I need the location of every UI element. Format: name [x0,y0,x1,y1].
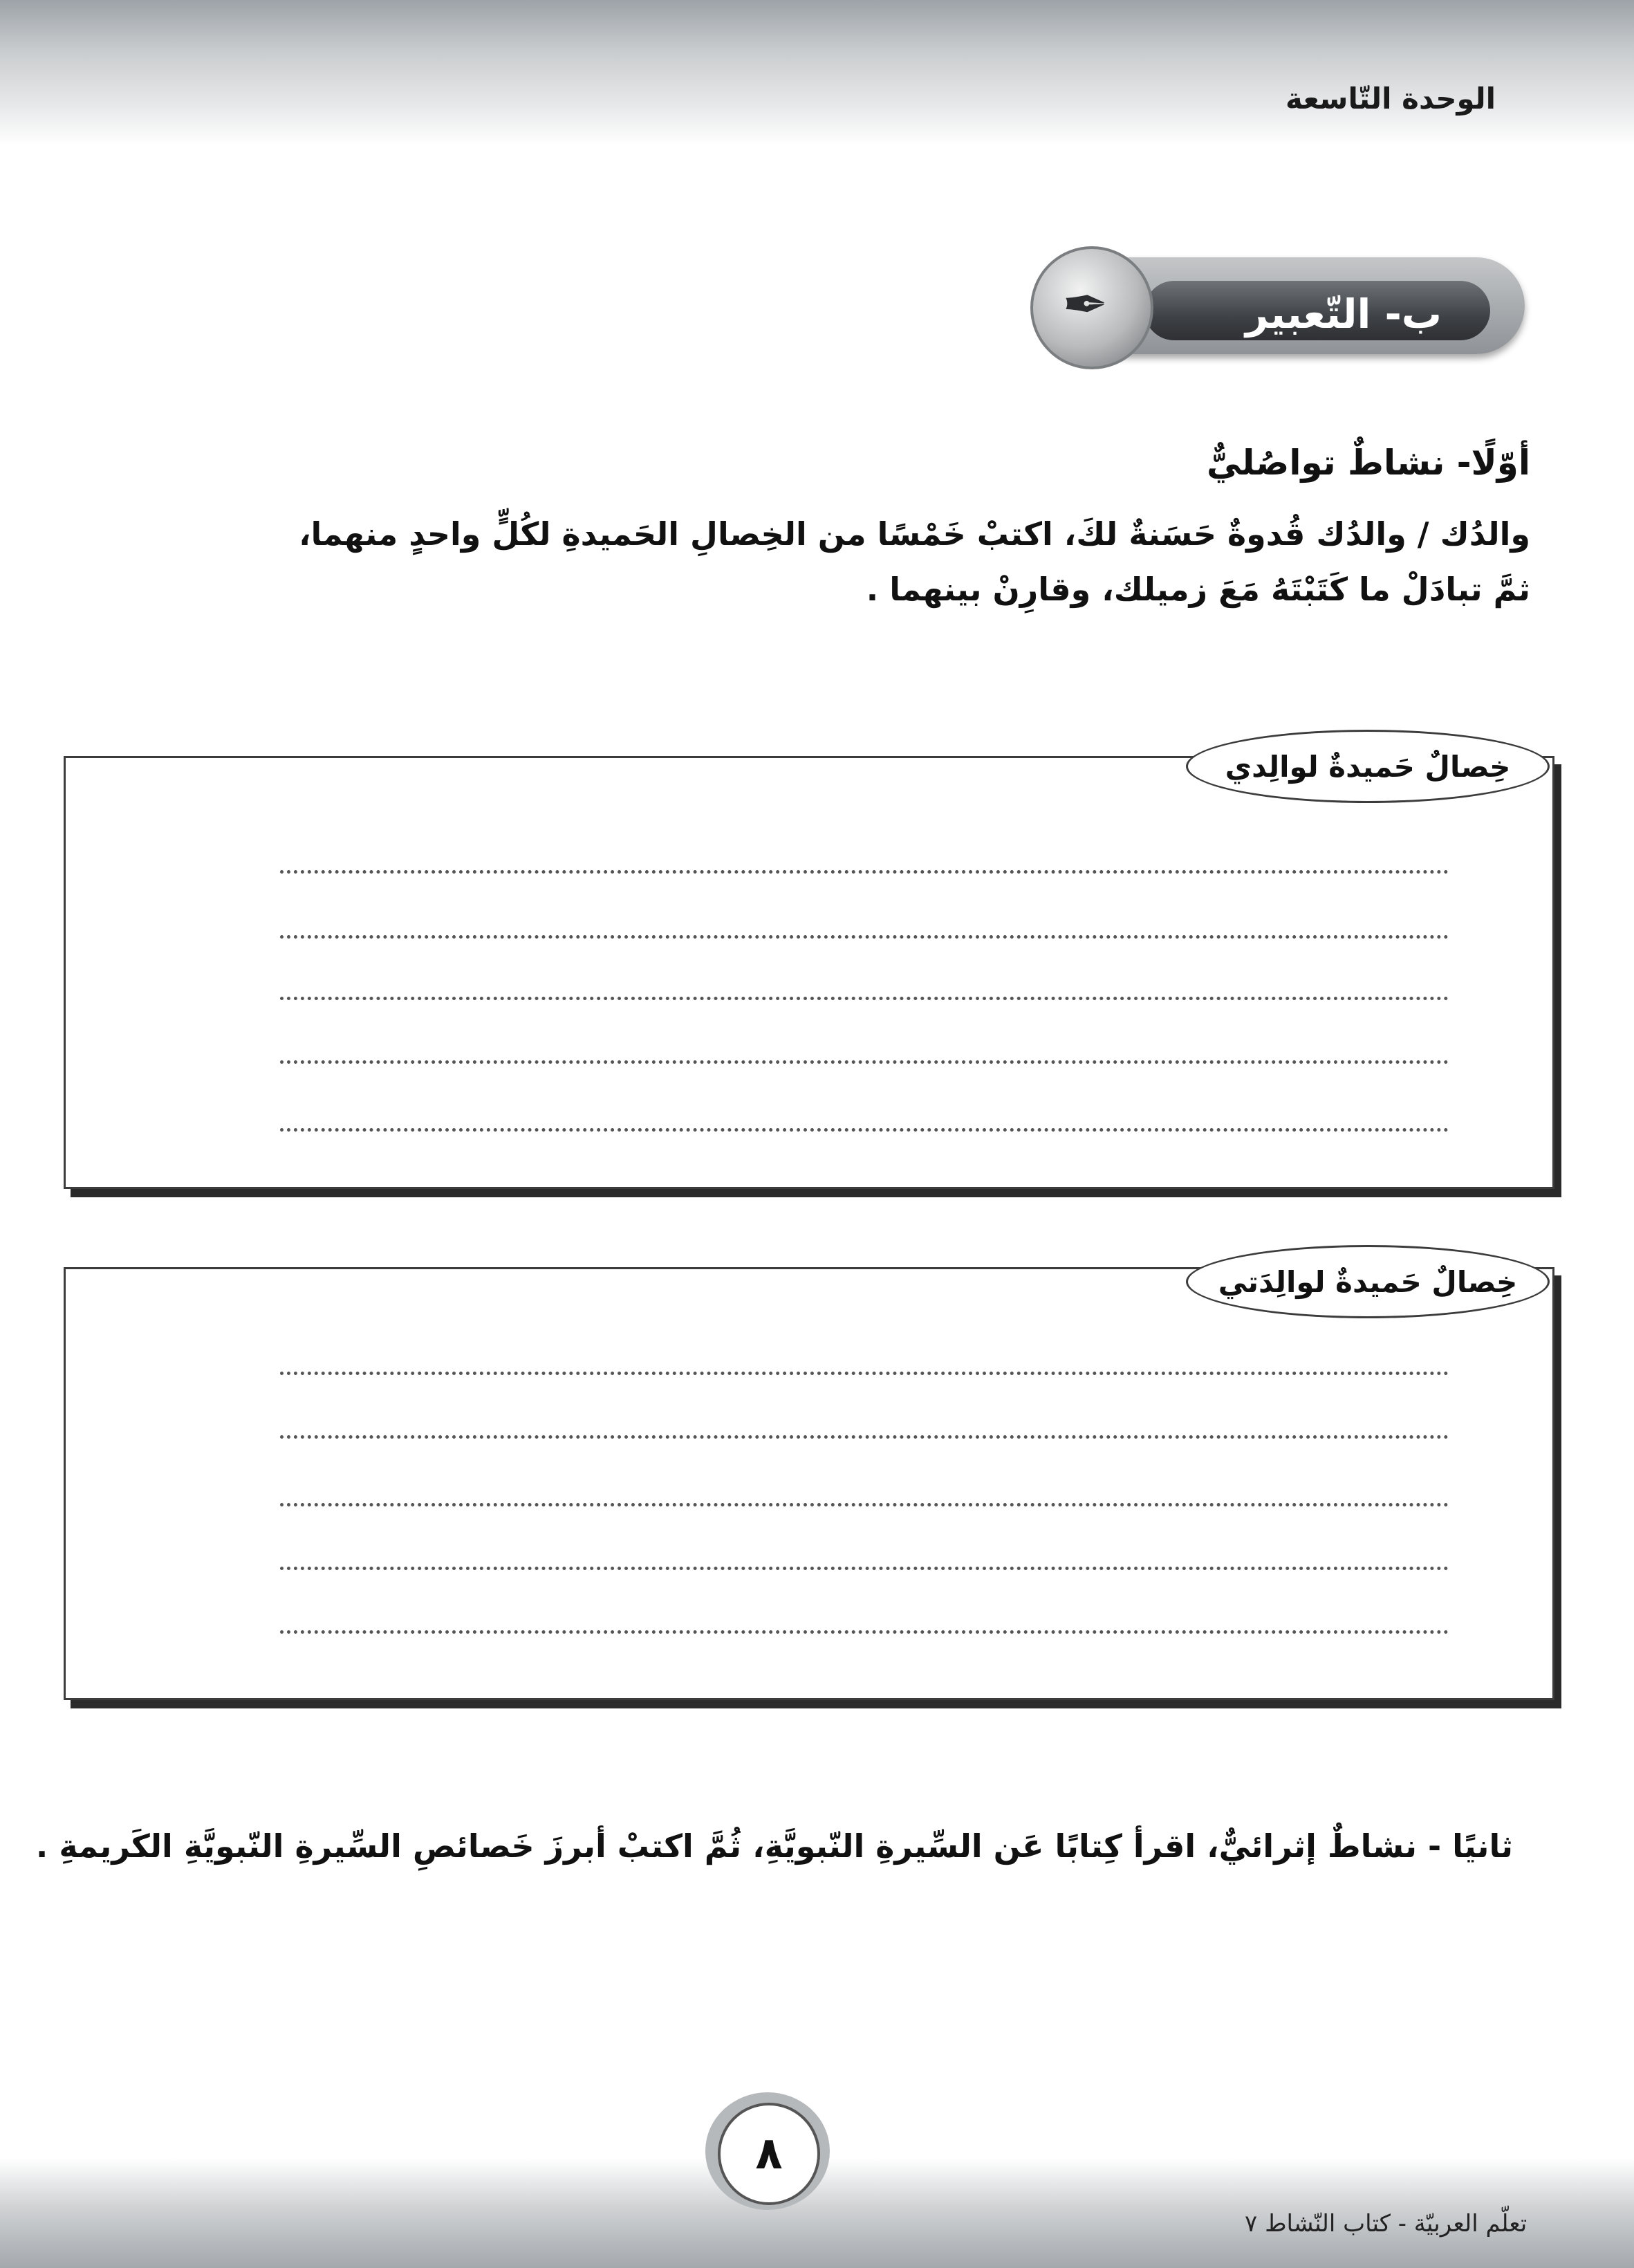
activity1-instruction-line2: ثمَّ تبادَلْ ما كَتَبْتَهُ مَعَ زميلك، وقارِنْ بينهما . [866,571,1530,608]
activity2-instruction: ثانيًا - نشاطٌ إثرائيٌّ، اقرأ كِتابًا عَن السِّيرةِ النّبويَّةِ، ثُمَّ اكتبْ أبرزَ خَصائصِ السِّيرةِ النّبويَّةِ الكَريمةِ . [35,1827,1513,1865]
answer-line[interactable] [280,870,1449,874]
unit-title: الوحدة التّاسعة [1285,82,1496,116]
answer-line[interactable] [280,1060,1449,1064]
book-title: تعلّم العربيّة - كتاب النّشاط ٧ [1245,2210,1528,2238]
page-number: ٨ [718,2103,820,2205]
activity1-heading: أوّلًا- نشاطٌ تواصُليٌّ [1207,443,1530,483]
quill-inkwell-icon [1030,246,1153,369]
mother-traits-label: خِصالٌ حَميدةٌ لوالِدَتي [1186,1245,1550,1318]
father-traits-answer-box[interactable] [64,756,1554,1189]
answer-line[interactable] [280,997,1449,1000]
answer-line[interactable] [280,1630,1449,1634]
answer-line[interactable] [280,1503,1449,1506]
father-traits-label: خِصالٌ حَميدةٌ لوالِدي [1186,730,1550,803]
mother-traits-answer-box[interactable] [64,1267,1554,1700]
section-header-inner [1144,281,1490,340]
top-header-band [0,0,1634,145]
section-title: ب- التّعبير [1245,291,1442,338]
answer-line[interactable] [280,1567,1449,1570]
quill-glyph: ✒ [1062,273,1109,337]
answer-line[interactable] [280,935,1449,939]
answer-line[interactable] [280,1372,1449,1375]
answer-line[interactable] [280,1128,1449,1132]
activity1-instruction-line1: والدُك / والدُك قُدوةٌ حَسَنةٌ لكَ، اكتبْ خَمْسًا من الخِصالِ الحَميدةِ لكُلٍّ واحدٍ منهما، [299,515,1530,553]
answer-line[interactable] [280,1435,1449,1439]
